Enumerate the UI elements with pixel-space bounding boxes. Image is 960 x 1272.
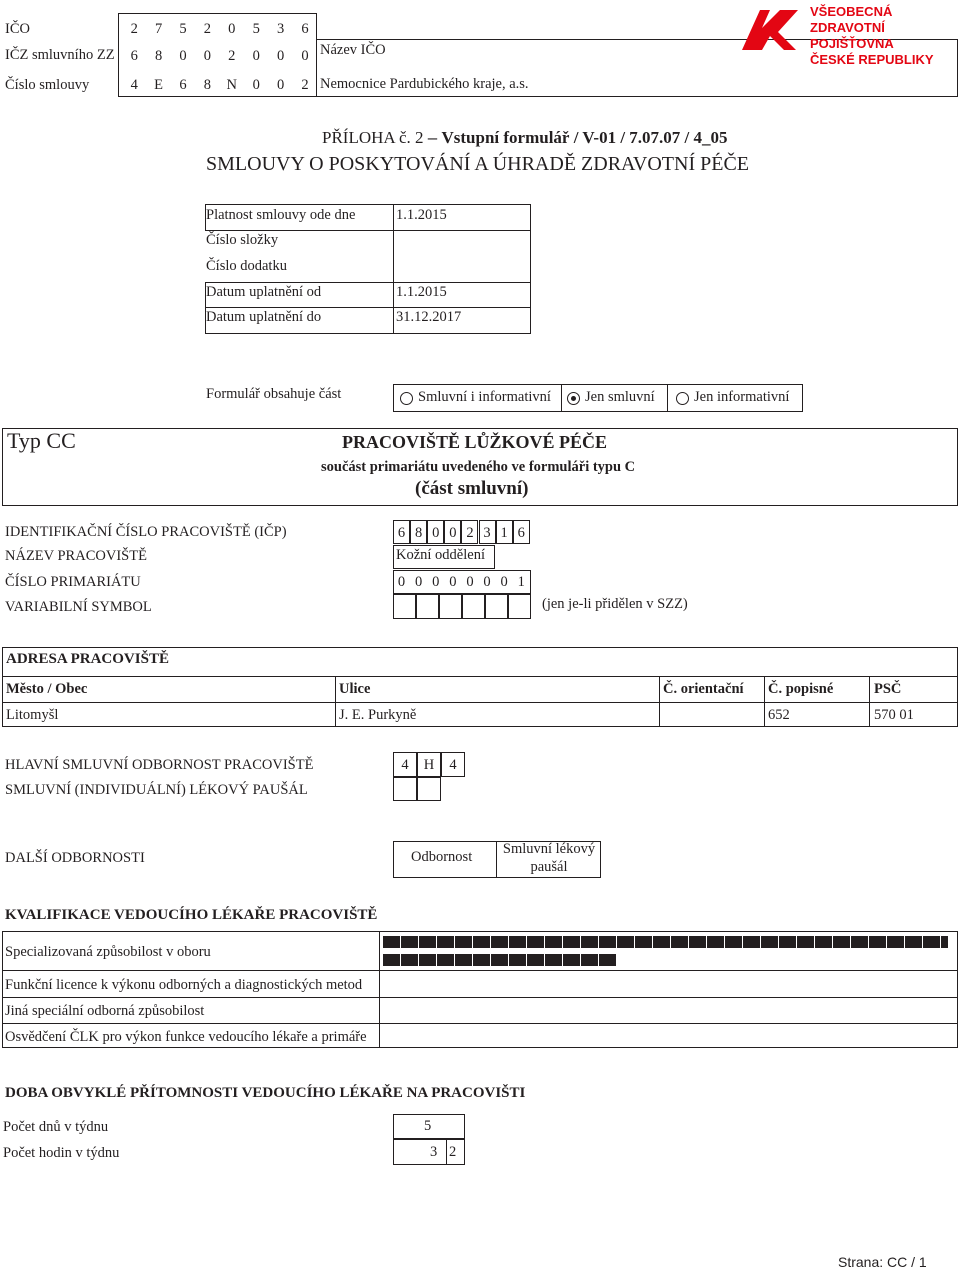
validity-label: Platnost smlouvy ode dne [206, 207, 356, 223]
icz-digit[interactable]: 0 [276, 48, 285, 64]
type-label: Typ CC [7, 428, 76, 453]
icp-digit[interactable]: 8 [410, 520, 427, 544]
hours-per-week-digit[interactable]: 2 [449, 1144, 457, 1160]
icp-digit[interactable]: 2 [461, 520, 478, 544]
icp-digit[interactable]: 0 [427, 520, 444, 544]
ico-digit[interactable]: 6 [301, 21, 309, 37]
address-title: ADRESA PRACOVIŠTĚ [6, 651, 169, 667]
form-part-label: Formulář obsahuje část [206, 386, 342, 402]
variable-symbol-digit[interactable] [393, 594, 416, 619]
contract-digit[interactable]: 4 [130, 77, 138, 93]
hours-per-week-digit[interactable]: 3 [430, 1144, 438, 1160]
validity-value[interactable]: 31.12.2017 [396, 309, 462, 325]
attachment-title: PŘÍLOHA č. 2 – Vstupní formulář / V-01 / 7.07.07 / 4_05 [322, 128, 728, 147]
primariat-digit[interactable]: 0 [449, 574, 457, 590]
radio-option-1[interactable] [400, 392, 413, 405]
icz-digit[interactable]: 0 [301, 48, 309, 64]
icz-digit[interactable]: 8 [154, 48, 163, 64]
main-specialty-digit[interactable]: 4 [393, 752, 417, 777]
other-specialty-col: Odbornost [411, 849, 473, 865]
contract-digit[interactable]: 0 [276, 77, 285, 93]
qualification-title: KVALIFIKACE VEDOUCÍHO LÉKAŘE PRACOVIŠTĚ [5, 907, 378, 923]
redacted-text [383, 954, 616, 966]
vzp-logo-icon [740, 6, 808, 52]
address-header: PSČ [874, 681, 902, 697]
type-title: PRACOVIŠTĚ LŮŽKOVÉ PÉČE [342, 432, 608, 452]
address-header: Č. orientační [663, 681, 744, 697]
primariat-digit[interactable]: 0 [415, 574, 423, 590]
radio-option-3[interactable] [676, 392, 689, 405]
validity-value[interactable]: 1.1.2015 [396, 284, 447, 300]
ico-digit[interactable]: 0 [228, 21, 236, 37]
contract-digit[interactable]: 2 [301, 77, 309, 93]
contract-digit[interactable]: 0 [252, 77, 260, 93]
icz-digit[interactable]: 0 [203, 48, 211, 64]
address-value[interactable]: 652 [768, 707, 790, 723]
address-header: Město / Obec [6, 681, 88, 697]
primariat-digit[interactable]: 0 [397, 574, 406, 590]
radio-option-label: Jen smluvní [585, 389, 655, 405]
icp-digit[interactable]: 6 [513, 520, 530, 544]
validity-label: Číslo složky [206, 232, 279, 248]
variable-symbol-digit[interactable] [485, 594, 508, 619]
contract-digit[interactable]: E [154, 77, 164, 93]
icz-digit[interactable]: 0 [179, 48, 187, 64]
presence-title: DOBA OBVYKLÉ PŘÍTOMNOSTI VEDOUCÍHO LÉKAŘE NA PRACOVIŠTI [5, 1085, 526, 1101]
address-value[interactable]: 570 01 [874, 707, 914, 723]
variable-symbol-digit[interactable] [439, 594, 462, 619]
icz-label: IČZ smluvního ZZ [5, 47, 115, 63]
icz-digit[interactable]: 0 [252, 48, 260, 64]
ico-digit[interactable]: 5 [179, 21, 187, 37]
page-number: Strana: CC / 1 [838, 1254, 927, 1270]
hours-per-week-label: Počet hodin v týdnu [3, 1145, 120, 1161]
other-specialties-label: DALŠÍ ODBORNOSTI [5, 850, 145, 866]
variable-symbol-digit[interactable] [508, 594, 531, 619]
qualification-row-specialization: Specializovaná způsobilost v oboru [5, 944, 211, 960]
main-specialty-digit[interactable]: H [417, 752, 441, 777]
primariat-field [393, 570, 531, 594]
contract-digit[interactable]: 8 [203, 77, 211, 93]
qualification-row-license: Funkční licence k výkonu odborných a diagnostických metod [5, 977, 363, 993]
qualification-row-other: Jiná speciální odborná způsobilost [5, 1003, 205, 1019]
primariat-label: ČÍSLO PRIMARIÁTU [5, 574, 141, 590]
contract-number-label: Číslo smlouvy [5, 77, 90, 93]
ico-digit[interactable]: 5 [252, 21, 260, 37]
drug-lump-label: SMLUVNÍ (INDIVIDUÁLNÍ) LÉKOVÝ PAUŠÁL [5, 782, 308, 798]
workplace-name-value[interactable]: Kožní oddělení [396, 547, 485, 563]
validity-label: Datum uplatnění od [206, 284, 322, 300]
primariat-digit[interactable]: 1 [517, 574, 525, 590]
other-lump-col: Smluvní lékový paušál [502, 841, 596, 875]
qualification-row-clk: Osvědčení ČLK pro výkon funkce vedoucího lékaře a primáře [5, 1029, 367, 1045]
ico-label: IČO [5, 21, 30, 37]
icp-digit[interactable]: 0 [444, 520, 461, 544]
icp-digit[interactable]: 1 [496, 520, 513, 544]
validity-row-frame [205, 282, 531, 334]
contract-digit[interactable]: 6 [179, 77, 187, 93]
days-per-week-label: Počet dnů v týdnu [3, 1119, 109, 1135]
workplace-name-label: NÁZEV PRACOVIŠTĚ [5, 548, 147, 564]
type-subtitle: součást primariátu uvedeného ve formuláři typu C [321, 459, 636, 475]
variable-symbol-digit[interactable] [462, 594, 485, 619]
validity-value-frame [393, 230, 531, 283]
vzp-logo-text: VŠEOBECNÁ ZDRAVOTNÍ POJIŠŤOVNA ČESKÉ REPUBLIKY [810, 4, 934, 67]
ico-digit[interactable]: 2 [130, 21, 138, 37]
type-part: (část smluvní) [415, 478, 529, 499]
primariat-digit[interactable]: 0 [500, 574, 508, 590]
radio-option-label: Smluvní i informativní [418, 389, 551, 405]
ico-digit[interactable]: 3 [276, 21, 285, 37]
primariat-digit[interactable]: 0 [483, 574, 491, 590]
address-value[interactable]: Litomyšl [6, 707, 59, 723]
validity-label: Datum uplatnění do [206, 309, 322, 325]
drug-lump-digit[interactable] [393, 777, 417, 801]
address-value[interactable]: J. E. Purkyně [339, 707, 417, 723]
icp-label: IDENTIFIKAČNÍ ČÍSLO PRACOVIŠTĚ (IČP) [5, 524, 287, 540]
main-specialty-label: HLAVNÍ SMLUVNÍ ODBORNOST PRACOVIŠTĚ [5, 757, 314, 773]
validity-value[interactable]: 1.1.2015 [396, 207, 447, 223]
address-header: Ulice [339, 681, 371, 697]
variable-symbol-note: (jen je-li přidělen v SZZ) [542, 596, 688, 612]
drug-lump-digit[interactable] [417, 777, 441, 801]
ico-digit[interactable]: 7 [154, 21, 163, 37]
icz-digit[interactable]: 6 [130, 48, 138, 64]
validity-label: Číslo dodatku [206, 258, 287, 274]
days-per-week-value[interactable]: 5 [424, 1118, 432, 1134]
primariat-digit[interactable]: 0 [432, 574, 440, 590]
ico-digit[interactable]: 2 [203, 21, 211, 37]
name-ico-label: Název IČO [320, 42, 386, 58]
radio-option-2[interactable] [567, 392, 580, 405]
redacted-text [383, 936, 948, 948]
name-ico-value[interactable]: Nemocnice Pardubického kraje, a.s. [320, 76, 529, 92]
address-header: Č. popisné [768, 681, 834, 697]
icz-digit[interactable]: 2 [228, 48, 236, 64]
icp-digit[interactable]: 3 [479, 520, 496, 544]
contract-digit[interactable]: N [226, 77, 238, 93]
icp-digit[interactable]: 6 [393, 520, 410, 544]
primariat-digit[interactable]: 0 [466, 574, 474, 590]
radio-option-label: Jen informativní [694, 389, 790, 405]
variable-symbol-digit[interactable] [416, 594, 439, 619]
variable-symbol-label: VARIABILNÍ SYMBOL [5, 599, 152, 615]
main-specialty-digit[interactable]: 4 [441, 752, 465, 777]
validity-row-frame [205, 204, 531, 231]
contract-title: SMLOUVY O POSKYTOVÁNÍ A ÚHRADĚ ZDRAVOTNÍ PÉČE [206, 153, 749, 175]
